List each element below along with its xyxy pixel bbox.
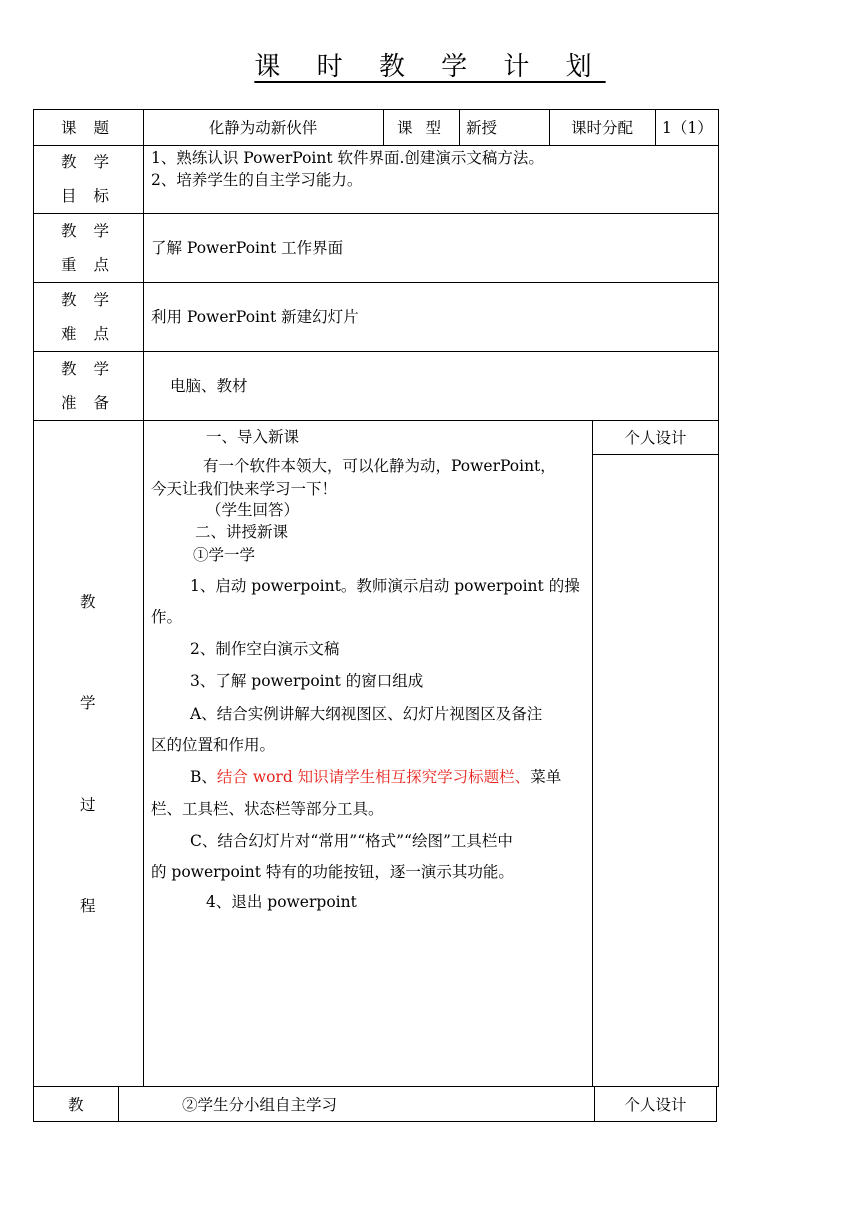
item-c: C、结合幻灯片对“常用”“格式”“绘图”工具栏中	[190, 832, 513, 850]
topic-label: 课 题	[61, 119, 115, 137]
difficulties-label: 教 学 难 点	[61, 291, 115, 343]
process-label-char: 教	[80, 593, 96, 611]
process-label-char: 学	[80, 694, 96, 712]
row-divider	[592, 454, 719, 455]
item-1: 1、启动 powerpoint。教师演示启动 powerpoint 的操	[190, 577, 580, 595]
process-label-char: 过	[80, 796, 96, 814]
col-divider	[459, 109, 460, 145]
objective-2: 2、培养学生的自主学习能力。	[151, 171, 363, 189]
col-divider	[655, 109, 656, 145]
next-row-text: ②学生分小组自主学习	[182, 1096, 338, 1114]
process-label-char: 程	[80, 897, 96, 915]
hours-label: 课时分配	[570, 119, 633, 137]
learn-heading: ①学一学	[193, 546, 256, 564]
intro-paragraph: 有一个软件本领大，可以化静为动，PowerPoint，	[203, 457, 556, 475]
item-2: 2、制作空白演示文稿	[190, 640, 340, 658]
item-1-cont: 作。	[151, 608, 183, 626]
item-4: 4、退出 powerpoint	[206, 893, 357, 911]
objectives-label: 教 学 目 标	[61, 153, 115, 205]
col-divider	[118, 1086, 119, 1122]
item-b: B、结合 word 知识请学生相互探究学习标题栏、菜单	[190, 768, 562, 786]
intro-paragraph: 今天让我们快来学习一下！	[151, 480, 338, 498]
item-b-cont: 栏、工具栏、状态栏等部分工具。	[151, 800, 384, 818]
page-title: 课 时 教 学 计 划	[254, 52, 606, 82]
item-a-cont: 区的位置和作用。	[151, 736, 276, 754]
item-b-highlight: 结合 word 知识请学生相互探究学习标题栏、	[216, 768, 531, 786]
next-row-label: 教	[68, 1096, 84, 1114]
preparation-text: 电脑、教材	[170, 377, 248, 395]
hours-value: 1（1）	[662, 119, 713, 137]
section-intro: 一、导入新课	[206, 428, 300, 446]
preparation-label: 教 学 准 备	[61, 360, 115, 412]
topic-value: 化静为动新伙伴	[208, 119, 318, 137]
intro-answer: （学生回答）	[206, 501, 300, 519]
key-points-text: 了解 PowerPoint 工作界面	[151, 239, 344, 257]
col-divider	[143, 109, 144, 1087]
item-3: 3、了解 powerpoint 的窗口组成	[190, 672, 424, 690]
item-a: A、结合实例讲解大纲视图区、幻灯片视图区及备注	[190, 705, 543, 723]
difficulties-text: 利用 PowerPoint 新建幻灯片	[151, 308, 359, 326]
next-row-personal-design: 个人设计	[624, 1096, 687, 1114]
objective-1: 1、熟练认识 PowerPoint 软件界面.创建演示文稿方法。	[151, 149, 544, 167]
key-points-label: 教 学 重 点	[61, 222, 115, 274]
item-c-cont: 的 powerpoint 特有的功能按钮，逐一演示其功能。	[151, 863, 514, 881]
section-teaching: 二、讲授新课	[195, 523, 289, 541]
col-divider	[592, 420, 593, 1087]
type-label: 课 型	[397, 119, 445, 137]
type-value: 新授	[466, 119, 498, 137]
personal-design-header: 个人设计	[624, 429, 687, 447]
